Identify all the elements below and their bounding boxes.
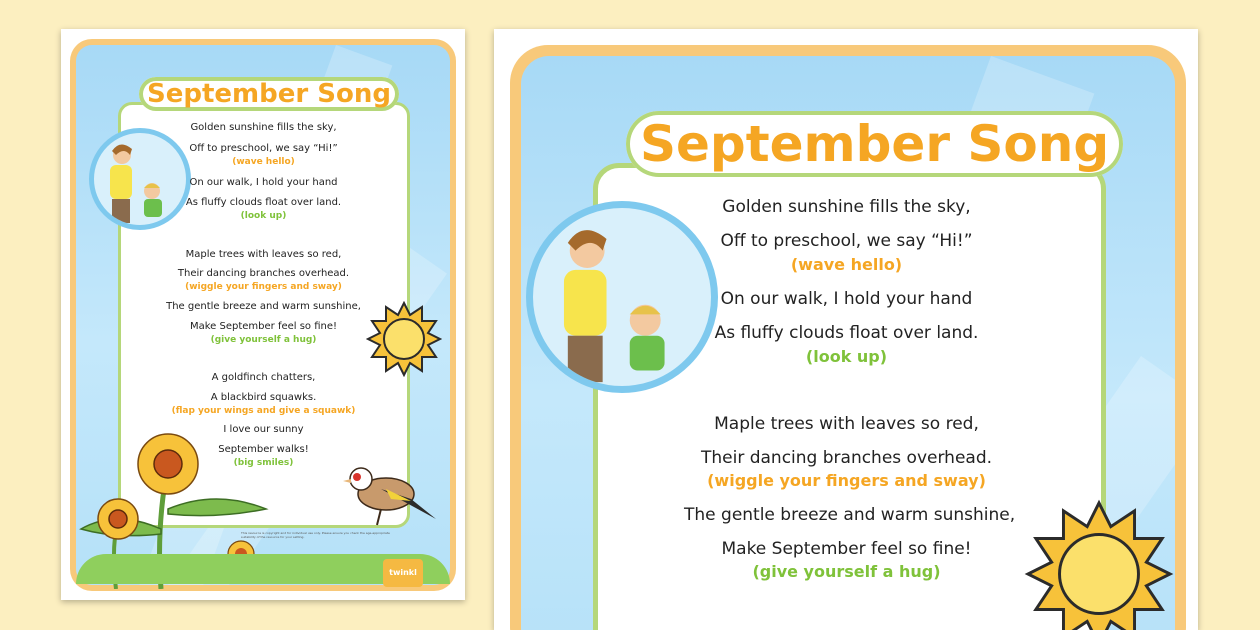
lyric-line: On our walk, I hold your hand: [720, 289, 973, 309]
poster-thumbnail: [61, 29, 465, 600]
action-cue: (wiggle your fingers and sway): [707, 471, 986, 490]
lyric-line: Their dancing branches overhead.: [177, 268, 350, 279]
action-cue: (look up): [240, 211, 287, 221]
lyric-line: Their dancing branches overhead.: [700, 448, 993, 468]
lyric-line: Make September feel so fine!: [721, 539, 972, 559]
poster-title: [626, 111, 1123, 177]
action-cue: (flap your wings and give a squawk): [171, 406, 356, 416]
action-cue: (wave hello): [790, 255, 903, 274]
action-cue: (look up): [805, 347, 888, 366]
poster-detail: [494, 29, 1198, 630]
action-cue: (give yourself a hug): [210, 335, 317, 345]
poster-title: [139, 77, 399, 111]
sun-icon: [366, 301, 442, 377]
sun-icon: [1024, 499, 1174, 630]
fine-print: This resource is copyright and for individual use only. Please ensure you check the age-appropriate suitability of the resource for your setting.: [241, 531, 390, 539]
lyric-line: The gentle breeze and warm sunshine,: [166, 301, 361, 312]
lyric-line: As fluffy clouds float over land.: [185, 197, 342, 208]
lyric-line: A goldfinch chatters,: [211, 372, 316, 383]
twinkl-logo: twinkl: [383, 559, 423, 587]
action-cue: (wave hello): [232, 157, 295, 167]
lyric-line: Golden sunshine fills the sky,: [190, 122, 337, 133]
lyric-line: Maple trees with leaves so red,: [185, 249, 342, 260]
lyric-line: A blackbird squawks.: [210, 392, 317, 403]
goldfinch-icon: [341, 449, 441, 529]
lyric-line: Off to preschool, we say “Hi!”: [720, 231, 973, 251]
lyric-line: On our walk, I hold your hand: [189, 177, 338, 188]
action-cue: (give yourself a hug): [752, 562, 941, 581]
lyric-line: As fluffy clouds float over land.: [714, 323, 979, 343]
lyric-line: Make September feel so fine!: [189, 321, 338, 332]
lyric-line: The gentle breeze and warm sunshine,: [684, 505, 1016, 525]
lyric-line: I love our sunny: [223, 424, 304, 435]
lyrics-large: [684, 197, 1016, 617]
lyric-line: Maple trees with leaves so red,: [714, 414, 979, 434]
lyric-line: Golden sunshine fills the sky,: [722, 197, 971, 217]
lyric-line: Off to preschool, we say “Hi!”: [189, 143, 338, 154]
action-cue: (wiggle your fingers and sway): [185, 282, 342, 292]
title-text: September Song: [139, 77, 399, 111]
title-text: September Song: [626, 111, 1123, 177]
action-cue: (big smiles): [233, 458, 294, 468]
lyric-line: September walks!: [218, 444, 309, 455]
